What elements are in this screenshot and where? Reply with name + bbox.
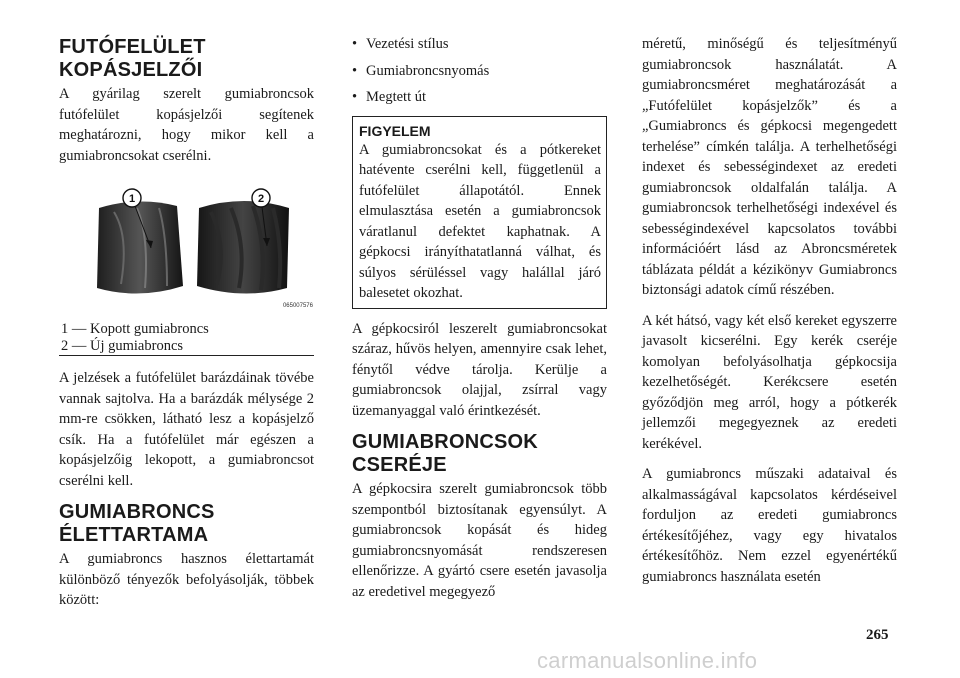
column-left: [59, 34, 314, 621]
heading-tread-wear-indicators: FUTÓFELÜLET KOPÁSJELZŐI: [59, 36, 206, 81]
caption-line-2: 2 — Új gumiabroncs: [61, 338, 184, 354]
warning-title: FIGYELEM: [359, 122, 431, 139]
factor-list: [352, 34, 607, 108]
figure-code: 065007576: [282, 303, 313, 309]
tire-illustration: [59, 176, 314, 311]
list-item: • Gumiabroncsnyomás: [352, 62, 490, 79]
paragraph-storage: A gépkocsiról leszerelt gumiabroncsokat száraz, hűvös helyen, amennyire csak lehet, fénytől védve tárolja. Kerülje a gumiabroncsok olajjal, zsírral vagy üzemanyaggal való érintkezését.: [352, 320, 607, 419]
paragraph-pair-replacement: A két hátsó, vagy két első kereket egyszerre javasolt kicserélni. Egy kerék cseréje komolyan befolyásolhatja gépkocsija kezelhetőségét. Kerékcsere esetén győződjön meg arról, hogy a pótkerék jellemzői megegyeznek az eredeti kerékével.: [642, 312, 897, 452]
column-middle: [352, 34, 607, 612]
list-item: • Vezetési stílus: [352, 36, 449, 52]
warning-box: [352, 116, 607, 309]
paragraph-intro: A gyárilag szerelt gumiabroncsok futófelület kopásjelzői segítenek meghatározni, hogy mikor kell a gumiabroncsokat cserélni.: [59, 86, 314, 164]
caption-line-1: 1 — Kopott gumiabroncs: [61, 321, 209, 337]
column-right: [642, 34, 897, 597]
list-item: • Megtett út: [352, 89, 427, 105]
new-tire: [197, 201, 289, 294]
warning-text: A gumiabroncsokat és a pótkereket hatévente cserélni kell, függetlenül a futófelület állapotától. Ennek elmulasztása esetén a gumiabroncsok váratlanul defektet kaphatnak. A gépkocsi irányíthatatlanná válhat, és súlyos sérüléssel vagy halállal járó balesetet okozhat.: [359, 141, 601, 301]
paragraph-dealer-contact: A gumiabroncs műszaki adataival és alkalmasságával kapcsolatos kérdéseivel forduljon az eredeti gumiabroncs értékesítőjéhez, vagy egy hivatalos értékesítőhöz. Nem ezzel egyenértékű gumiabroncs használata esetén: [642, 466, 897, 585]
worn-tire: [97, 201, 183, 293]
paragraph-tire-life: A gumiabroncs hasznos élettartamát különböző tényezők befolyásolják, többek között:: [59, 551, 314, 608]
paragraph-size-info: méretű, minőségű és teljesítményű gumiabroncsok használatát. A gumiabroncsméret meghatározását a „Futófelület kopásjelzők” és a „Gumiabroncs és gépkocsi megengedett terhelése” címkén találja. A terhelhetőségi indexet és sebességindexet az eredeti gumiabroncsok oldalfalán találja. A gumiabroncsok terhelhetőségi indexével és sebességindexével kapcsolatos további információért lásd az Abroncsméretek táblázata példát a kézikönyv Gumiabroncs biztonsági adatok című részében.: [642, 36, 897, 298]
tire-figure: [59, 176, 314, 311]
paragraph-indicator-details: A jelzések a futófelület barázdáinak tövébe vannak sajtolva. Ha a barázdák mélysége 2 mm-re csökken, látható lesz a kopásjelző csík. Ha a futófelület már egészen a kopásjelzőig lekopott, a gumiabroncsot cserélni kell.: [59, 370, 314, 489]
paragraph-replacement: A gépkocsira szerelt gumiabroncsok több szempontból biztosítanak egyensúlyt. A gumiabroncsok kopását és hideg gumiabroncsnyomását rendszeresen ellenőrizze. A gyártó csere esetén javasolja az eredetivel megegyező: [352, 481, 607, 600]
watermark: carmanualsonline.info: [537, 648, 758, 673]
callout-1-label: 1: [128, 193, 136, 205]
heading-tire-life: GUMIABRONCS ÉLETTARTAMA: [59, 501, 215, 546]
heading-tire-replacement: GUMIABRONCSOK CSERÉJE: [352, 431, 538, 476]
figure-caption: [59, 321, 314, 356]
page-number: 265: [866, 627, 889, 643]
callout-2-label: 2: [257, 193, 265, 205]
